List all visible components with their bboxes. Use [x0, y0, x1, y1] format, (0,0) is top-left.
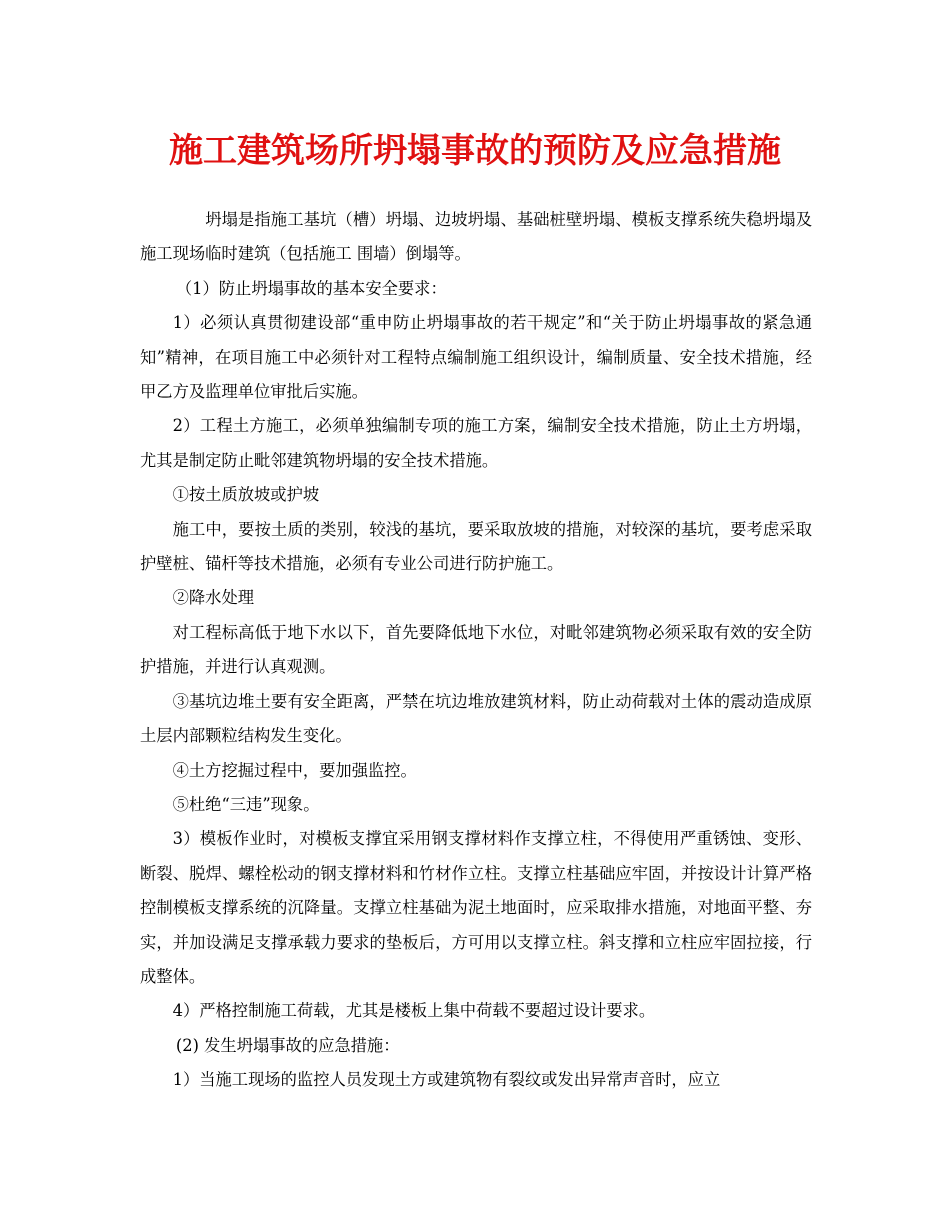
paragraph-requirement-4: 4）严格控制施工荷载，尤其是楼板上集中荷载不要超过设计要求。 [172, 1001, 656, 1021]
subheading-dewatering: ②降水处理 [172, 588, 255, 608]
section-heading-2: (2) 发生坍塌事故的应急措施： [175, 1035, 400, 1055]
paragraph-pit-edge: ③基坑边堆土要有安全距离，严禁在坑边堆放建筑材料，防止动荷载对土体的震动造成原土层内部颗粒结构发生变化。 [140, 691, 812, 746]
intro-paragraph: 坍塌是指施工基坑（槽）坍塌、边坡坍塌、基础桩壁坍塌、模板支撑系统失稳坍塌及施工现场临时建筑（包括施工 围墙）倒塌等。 [140, 210, 812, 264]
document-body [140, 203, 812, 1098]
paragraph-monitoring: ④土方挖掘过程中，要加强监控。 [172, 760, 417, 780]
section-heading-1: （1）防止坍塌事故的基本安全要求： [175, 278, 447, 298]
paragraph-three-violations: ⑤杜绝“三违”现象。 [172, 794, 320, 814]
paragraph-dewatering: 对工程标高低于地下水以下，首先要降低地下水位，对毗邻建筑物必须采取有效的安全防护措施，并进行认真观测。 [140, 622, 812, 677]
document-title: 施工建筑场所坍塌事故的预防及应急措施 [169, 131, 781, 171]
paragraph-requirement-2: 2）工程土方施工，必须单独编制专项的施工方案，编制安全技术措施，防止土方坍塌，尤其是制定防止毗邻建筑物坍塌的安全技术措施。 [140, 416, 812, 470]
paragraph-requirement-1: 1）必须认真贯彻建设部“重申防止坍塌事故的若干规定”和“关于防止坍塌事故的紧急通知”精神，在项目施工中必须针对工程特点编制施工组织设计，编制质量、安全技术措施，经甲乙方及监理单位审批后实施。 [140, 313, 812, 402]
paragraph-emergency-1: 1）当施工现场的监控人员发现土方或建筑物有裂纹或发出异常声音时，应立 [172, 1070, 721, 1090]
subheading-slope: ①按土质放坡或护坡 [172, 485, 320, 505]
paragraph-requirement-3: 3）模板作业时，对模板支撑宜采用钢支撑材料作支撑立柱，不得使用严重锈蚀、变形、断裂、脱焊、螺栓松动的钢支撑材料和竹材作立柱。支撑立柱基础应牢固，并按设计计算严格控制模板支撑系统的沉降量。支撑立柱基础为泥土地面时，应采取排水措施，对地面平整、夯实，并加设满足支撑承载力要求的垫板后，方可用以支撑立柱。斜支撑和立柱应牢固拉接，行成整体。 [140, 829, 812, 986]
paragraph-slope: 施工中，要按土质的类别，较浅的基坑，要采取放坡的措施，对较深的基坑，要考虑采取护壁桩、锚杆等技术措施，必须有专业公司进行防护施工。 [140, 519, 812, 574]
